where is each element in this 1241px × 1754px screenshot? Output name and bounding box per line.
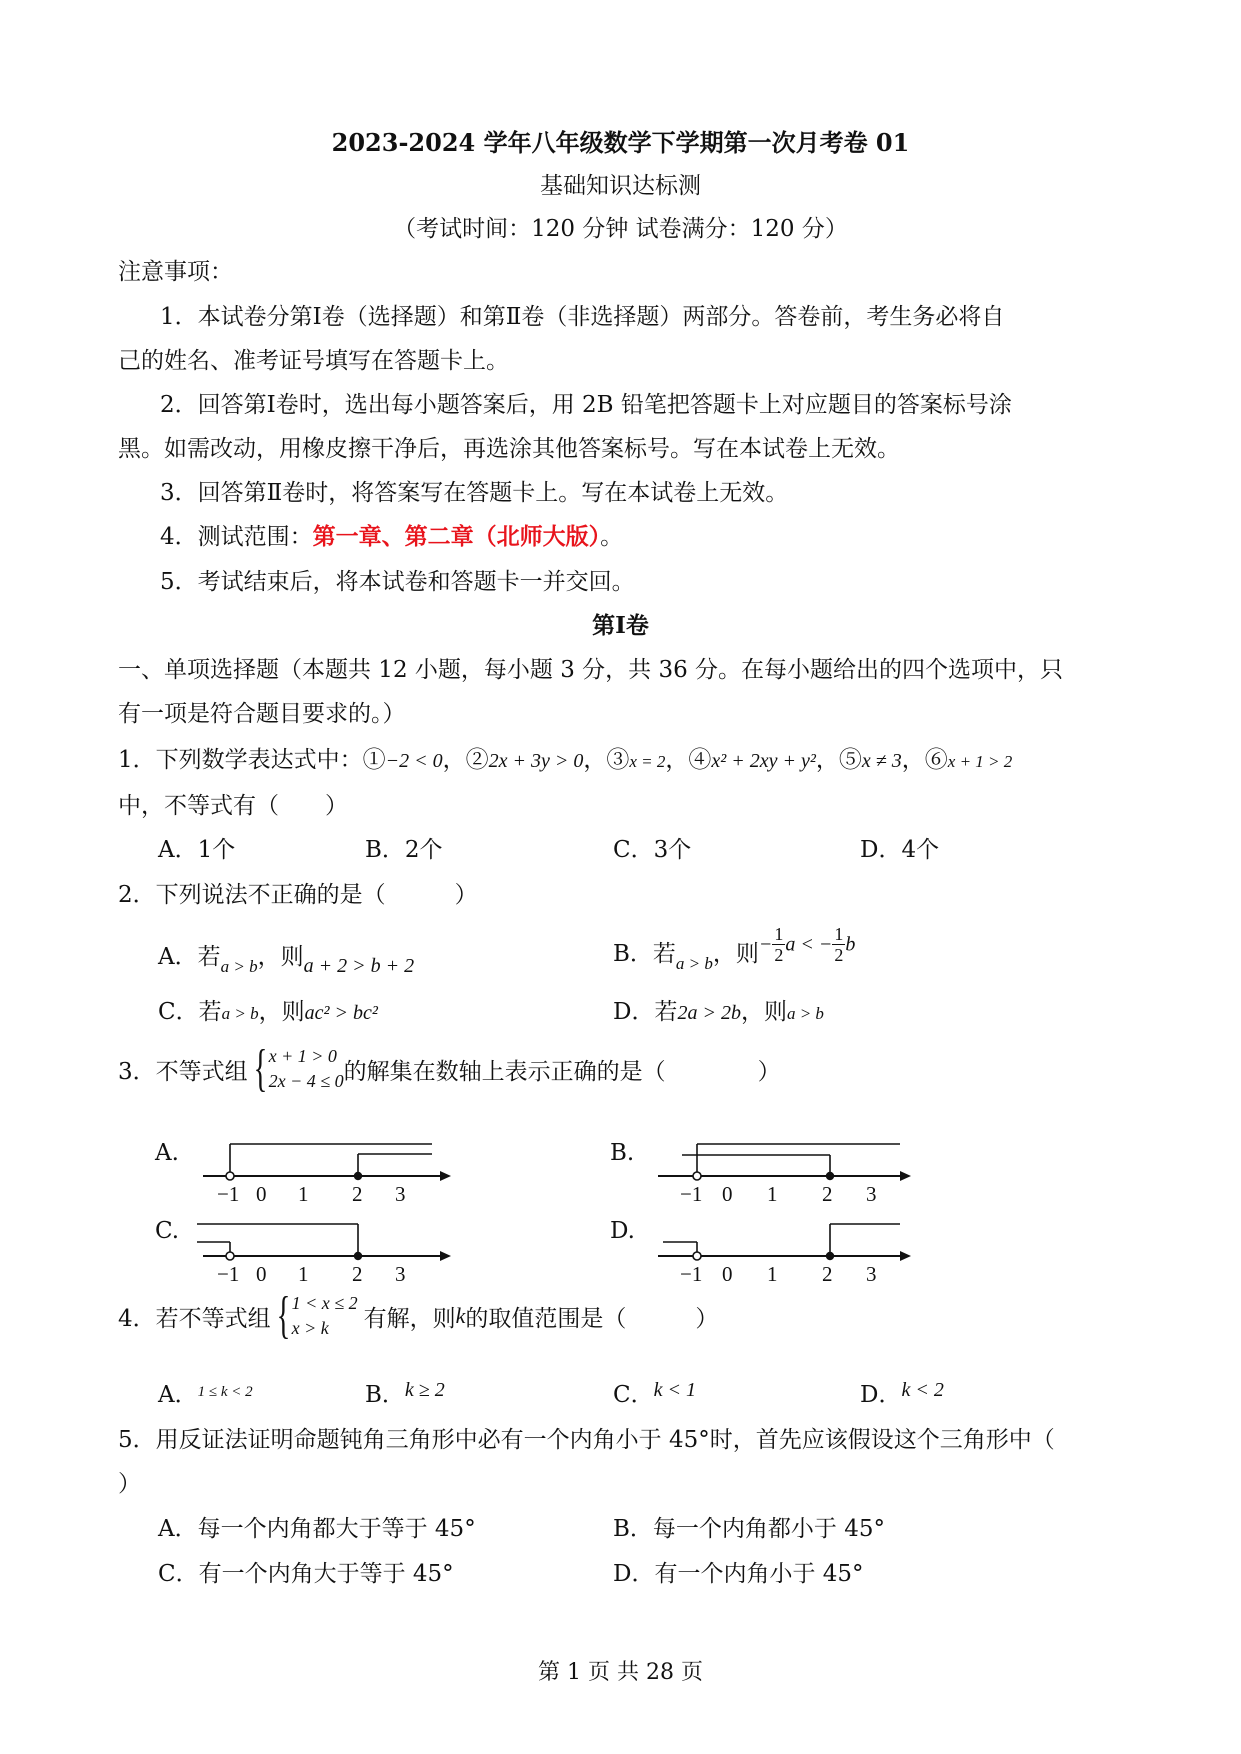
q2-option-c[interactable] (158, 993, 378, 1026)
exam-title: 2023-2024 学年八年级数学下学期第一次月考卷 01 (331, 128, 910, 157)
q2-d-result: a > b (786, 1004, 824, 1023)
question-5-line-1: 5．用反证法证明命题钝角三角形中必有一个内角小于 45°时，首先应该假设这个三角形中（ (118, 1427, 1055, 1453)
q4-mid: 有解，则 (363, 1305, 456, 1332)
q1-expr-1: −2 < 0 (385, 750, 443, 772)
q3a-tick-0: 0 (256, 1182, 267, 1205)
q4-d-label: D． (860, 1382, 902, 1408)
q4-option-b[interactable] (365, 1376, 445, 1409)
q3c-tick-1: 1 (298, 1262, 309, 1285)
q3-option-b-number-line[interactable] (650, 1115, 920, 1205)
section-intro-line-2: 有一项是符合题目要求的。） (118, 701, 406, 727)
q4-b-label: B． (365, 1382, 405, 1408)
note-2-line-2: 黑。如需改动，用橡皮擦干净后，再选涂其他答案标号。写在本试卷上无效。 (118, 436, 900, 462)
q2-b-mid-expr: a < − (785, 933, 833, 956)
note-5: 5．考试结束后，将本试卷和答题卡一并交回。 (160, 569, 635, 595)
q5-option-c[interactable]: C．有一个内角大于等于 45° (158, 1561, 454, 1587)
q3-system-lines (269, 1044, 344, 1094)
note-2-line-1: 2．回答第Ⅰ卷时，选出每小题答案后，用 2B 铅笔把答题卡上对应题目的答案标号涂 (160, 392, 1012, 418)
q1-circle-5: ⑤ (838, 747, 862, 773)
q2-option-d[interactable] (613, 993, 824, 1026)
note-4-suffix: 。 (600, 524, 624, 550)
q4-option-a[interactable] (158, 1376, 253, 1409)
q3b-tick-n1: −1 (680, 1182, 703, 1205)
section-intro-line-1: 一、单项选择题（本题共 12 小题，每小题 3 分，共 36 分。在每小题给出的四个选项中，只 (118, 657, 1064, 683)
q4-sys-2: x > k (291, 1318, 329, 1338)
q4-a-expr: 1 ≤ k < 2 (197, 1384, 253, 1400)
q3a-tick-n1: −1 (217, 1182, 240, 1205)
q2-b-mid: ，则 (712, 940, 759, 967)
q2-b-end: b (845, 933, 856, 956)
q5-option-a[interactable]: A．每一个内角都大于等于 45° (158, 1516, 476, 1542)
q5-option-d[interactable]: D．有一个内角小于 45° (613, 1561, 864, 1587)
q2-a-mid: ，则 (257, 944, 304, 970)
q3a-tick-3: 3 (395, 1182, 406, 1205)
q3b-tick-3: 3 (866, 1182, 877, 1205)
q4-brace: { (276, 1287, 290, 1344)
q2-b-den-2: 2 (834, 945, 844, 965)
question-4-stem (118, 1287, 719, 1344)
q5-option-b[interactable]: B．每一个内角都小于 45° (613, 1516, 885, 1542)
q4-c-expr: k < 1 (653, 1379, 696, 1401)
q3c-tick-3: 3 (395, 1262, 406, 1285)
q1-prefix: 1．下列数学表达式中： (118, 747, 363, 773)
q4-prefix: 4．若不等式组 (118, 1305, 271, 1332)
q3-option-a-label[interactable]: A. (155, 1140, 179, 1166)
q4-b-expr: k ≥ 2 (404, 1379, 445, 1401)
q2-b-label: B．若 (613, 940, 676, 967)
q3c-tick-2: 2 (352, 1262, 363, 1285)
q1-option-a[interactable]: A．1个 (158, 837, 236, 863)
q1-expr-5: x ≠ 3 (861, 750, 902, 772)
exam-subtitle: 基础知识达标测 (540, 173, 701, 199)
q2-c-result: ac² > bc² (304, 1002, 378, 1024)
notes-heading: 注意事项： (118, 259, 233, 285)
q2-d-mid: ，则 (740, 999, 787, 1025)
q1-option-c[interactable]: C．3个 (613, 837, 692, 863)
q2-d-cond: 2a > 2b (677, 1002, 741, 1024)
q3b-tick-1: 1 (767, 1182, 778, 1205)
q3b-tick-2: 2 (822, 1182, 833, 1205)
q1-circle-3: ③ (606, 747, 630, 773)
q2-d-label: D．若 (613, 999, 678, 1025)
q4-system (271, 1287, 358, 1344)
q3-option-c-number-line[interactable] (195, 1195, 455, 1285)
question-3-stem (118, 1040, 781, 1097)
q3a-tick-1: 1 (298, 1182, 309, 1205)
q2-a-cond: a > b (220, 957, 258, 976)
q4-system-lines (292, 1291, 358, 1341)
q3-sys-2: 2x − 4 ≤ 0 (268, 1071, 344, 1091)
section-title: 第Ⅰ卷 (592, 612, 649, 639)
q1-circle-1: ① (362, 747, 386, 773)
q3-option-a-number-line[interactable] (195, 1115, 455, 1205)
q1-circle-6: ⑥ (924, 747, 948, 773)
question-1-stem: 1．下列数学表达式中：①−2 < 0，②2x + 3y > 0，③x = 2，④x² + 2xy + y²，⑤x ≠ 3，⑥x + 1 > 2 (118, 747, 1013, 773)
q1-expr-3: x = 2 (629, 752, 666, 771)
question-2-stem: 2．下列说法不正确的是（ ） (118, 882, 478, 908)
note-3: 3．回答第Ⅱ卷时，将答案写在答题卡上。写在本试卷上无效。 (160, 480, 789, 506)
q1-circle-2: ② (465, 747, 489, 773)
q1-option-b[interactable]: B．2个 (365, 837, 443, 863)
q3-suffix: 的解集在数轴上表示正确的是（ ） (343, 1058, 781, 1085)
q3d-tick-0: 0 (722, 1262, 733, 1285)
q2-b-num-2: 1 (834, 924, 844, 944)
q3d-tick-3: 3 (866, 1262, 877, 1285)
q2-option-a[interactable] (158, 938, 415, 977)
q2-b-den-1: 2 (774, 945, 784, 965)
q2-b-num-1: 1 (774, 924, 784, 944)
q4-suffix: 的取值范围是（ ） (465, 1305, 719, 1332)
note-1-line-1: 1．本试卷分第Ⅰ卷（选择题）和第Ⅱ卷（非选择题）两部分。答卷前，考生务必将自 (160, 304, 1005, 330)
q3d-tick-1: 1 (767, 1262, 778, 1285)
q1-option-d[interactable]: D．4个 (860, 837, 940, 863)
q4-option-c[interactable] (613, 1376, 696, 1409)
q3-option-b-label[interactable]: B. (610, 1140, 635, 1166)
q2-c-mid: ，则 (258, 999, 305, 1025)
q1-expr-6: x + 1 > 2 (947, 752, 1013, 771)
q2-b-minus: − (758, 933, 773, 956)
note-4 (160, 518, 623, 551)
note-4-range: 第一章、第二章（北师大版） (312, 523, 601, 550)
q1-expr-4: x² + 2xy + y² (711, 750, 816, 772)
q3b-tick-0: 0 (722, 1182, 733, 1205)
q2-b-fraction-2 (832, 924, 845, 965)
q4-var: k (455, 1303, 466, 1328)
q3-option-d-number-line[interactable] (650, 1195, 920, 1285)
page-footer: 第 1 页 共 28 页 (538, 1660, 703, 1685)
q2-a-label: A．若 (158, 944, 221, 970)
q2-c-cond: a > b (221, 1004, 259, 1023)
q2-b-fraction-1 (772, 924, 785, 965)
q2-b-cond: a > b (675, 953, 713, 973)
q3d-tick-2: 2 (822, 1262, 833, 1285)
q3c-tick-0: 0 (256, 1262, 267, 1285)
q1-circle-4: ④ (688, 747, 712, 773)
question-1-line-2: 中，不等式有（ ） (118, 793, 348, 819)
q3-system (248, 1040, 344, 1097)
q3-option-d-label[interactable]: D. (610, 1218, 635, 1244)
q4-a-label: A． (158, 1382, 198, 1408)
q3c-tick-n1: −1 (217, 1262, 240, 1285)
q3a-tick-2: 2 (352, 1182, 363, 1205)
q2-c-label: C．若 (158, 999, 222, 1025)
q4-d-expr: k < 2 (901, 1379, 944, 1401)
q1-expr-2: 2x + 3y > 0 (488, 750, 584, 772)
q3d-tick-n1: −1 (680, 1262, 703, 1285)
q4-option-d[interactable] (860, 1376, 944, 1409)
q4-sys-1: 1 < x ≤ 2 (291, 1293, 358, 1313)
exam-info: （考试时间：120 分钟 试卷满分：120 分） (393, 216, 848, 242)
q1-sep: ， (442, 747, 466, 773)
note-4-prefix: 4．测试范围： (160, 524, 313, 550)
q2-option-b[interactable] (613, 924, 856, 973)
q3-sys-1: x + 1 > 0 (268, 1046, 337, 1066)
q3-prefix: 3．不等式组 (118, 1058, 248, 1085)
note-1-line-2: 己的姓名、准考证号填写在答题卡上。 (118, 348, 509, 374)
q2-a-result: a + 2 > b + 2 (303, 955, 415, 977)
question-5-line-2: ） (118, 1471, 141, 1497)
q3-brace: { (253, 1040, 267, 1097)
q4-c-label: C． (613, 1382, 654, 1408)
q3-option-c-label[interactable]: C. (155, 1218, 180, 1244)
